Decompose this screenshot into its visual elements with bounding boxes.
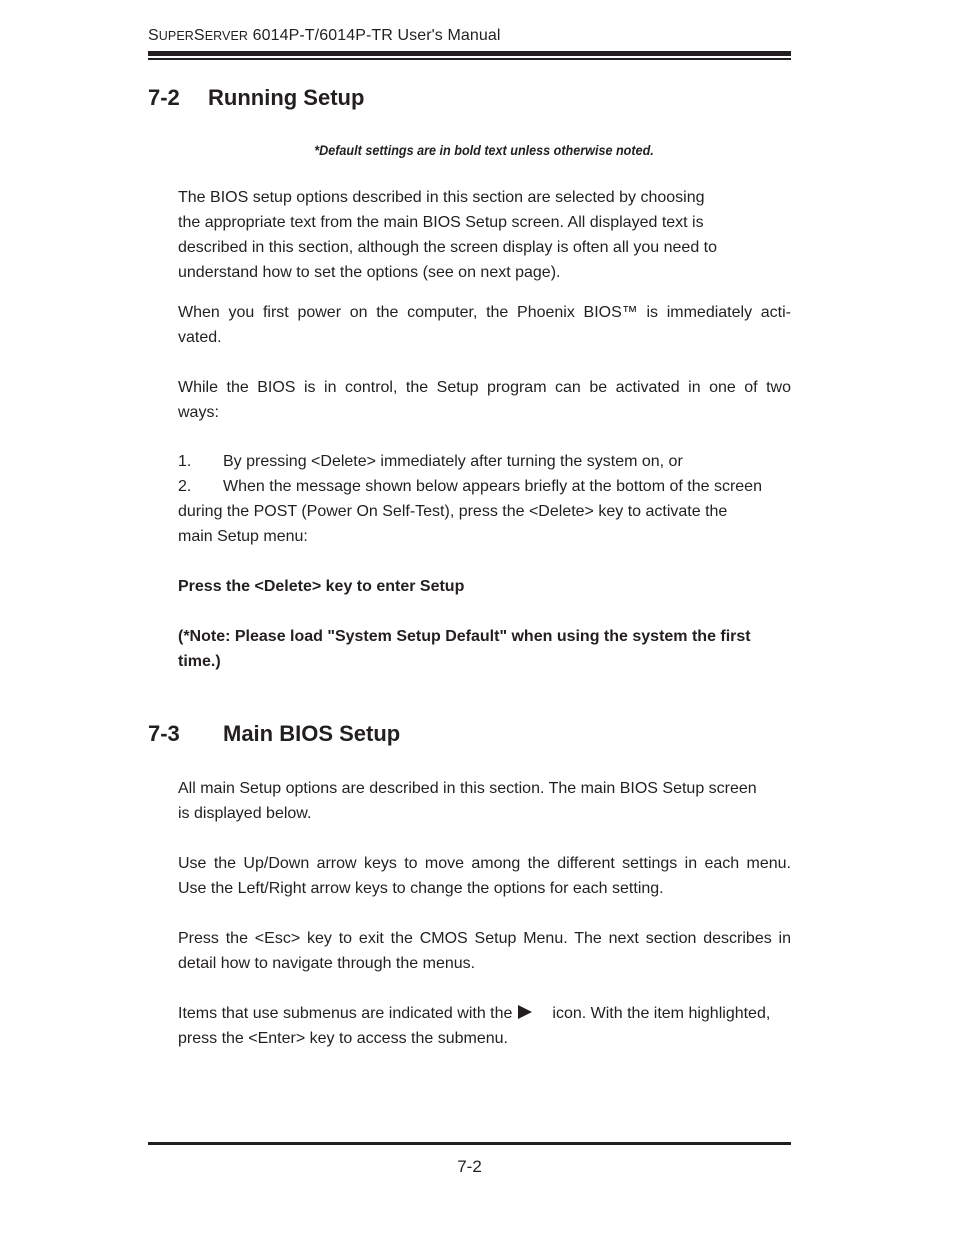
header-rule-thin [148, 58, 791, 60]
footer-rule [148, 1142, 791, 1145]
paragraph-arrow-keys: Use the Up/Down arrow keys to move among the different settings in each menu. Use the Left/Right arrow keys to change the options for each setting. [178, 855, 791, 897]
paragraph-esc-key: Press the <Esc> key to exit the CMOS Setup Menu. The next section describes in detail how to navigate through the menus. [178, 930, 791, 972]
section-heading-main-bios-setup [148, 721, 400, 747]
press-delete-message: Press the <Delete> key to enter Setup [178, 578, 465, 595]
submenu-arrow-icon [518, 1005, 532, 1019]
paragraph-bios-in-control: While the BIOS is in control, the Setup program can be activated in one of two ways: [178, 379, 791, 421]
section-heading-running-setup [148, 85, 364, 111]
list-item: 1. By pressing <Delete> immediately after turning the system on, or [178, 453, 683, 470]
paragraph-main-setup-options: All main Setup options are described in this section. The main BIOS Setup screen is displayed below. [178, 780, 757, 822]
paragraph-bios-setup-options: The BIOS setup options described in this section are selected by choosing the appropriate text from the main BIOS Setup screen. All displayed text is described in this section, although the screen display is often all you need to understand how to set the options (see on next page). [178, 189, 717, 281]
section-number: 7-2 [148, 85, 180, 110]
list-item: 2. When the message shown below appears briefly at the bottom of the screen [178, 478, 762, 495]
section-number: 7-3 [148, 721, 180, 746]
paragraph-power-on: When you first power on the computer, the Phoenix BIOS™ is immediately acti- vated. [178, 304, 791, 346]
manual-title: SUPERSERVER 6014P-T/6014P-TR User's Manual [148, 27, 501, 44]
header-rule-thick [148, 51, 791, 56]
section-title: Main BIOS Setup [223, 721, 401, 746]
section-title: Running Setup [208, 85, 365, 110]
load-defaults-note: (*Note: Please load "System Setup Default" when using the system the first time.) [178, 628, 751, 670]
paragraph-submenus: Items that use submenus are indicated with the icon. With the item highlighted, press the <Enter> key to access the submenu. [178, 1005, 771, 1047]
default-settings-note: *Default settings are in bold text unless otherwise noted. [314, 142, 654, 158]
page-number: 7-2 [457, 1157, 482, 1176]
activation-methods-list: 1. By pressing <Delete> immediately after turning the system on, or 2. When the message shown below appears briefly at the bottom of the screen during the POST (Power On Self-Test), press the <Delete> key to activate the main Setup menu: [178, 449, 791, 549]
